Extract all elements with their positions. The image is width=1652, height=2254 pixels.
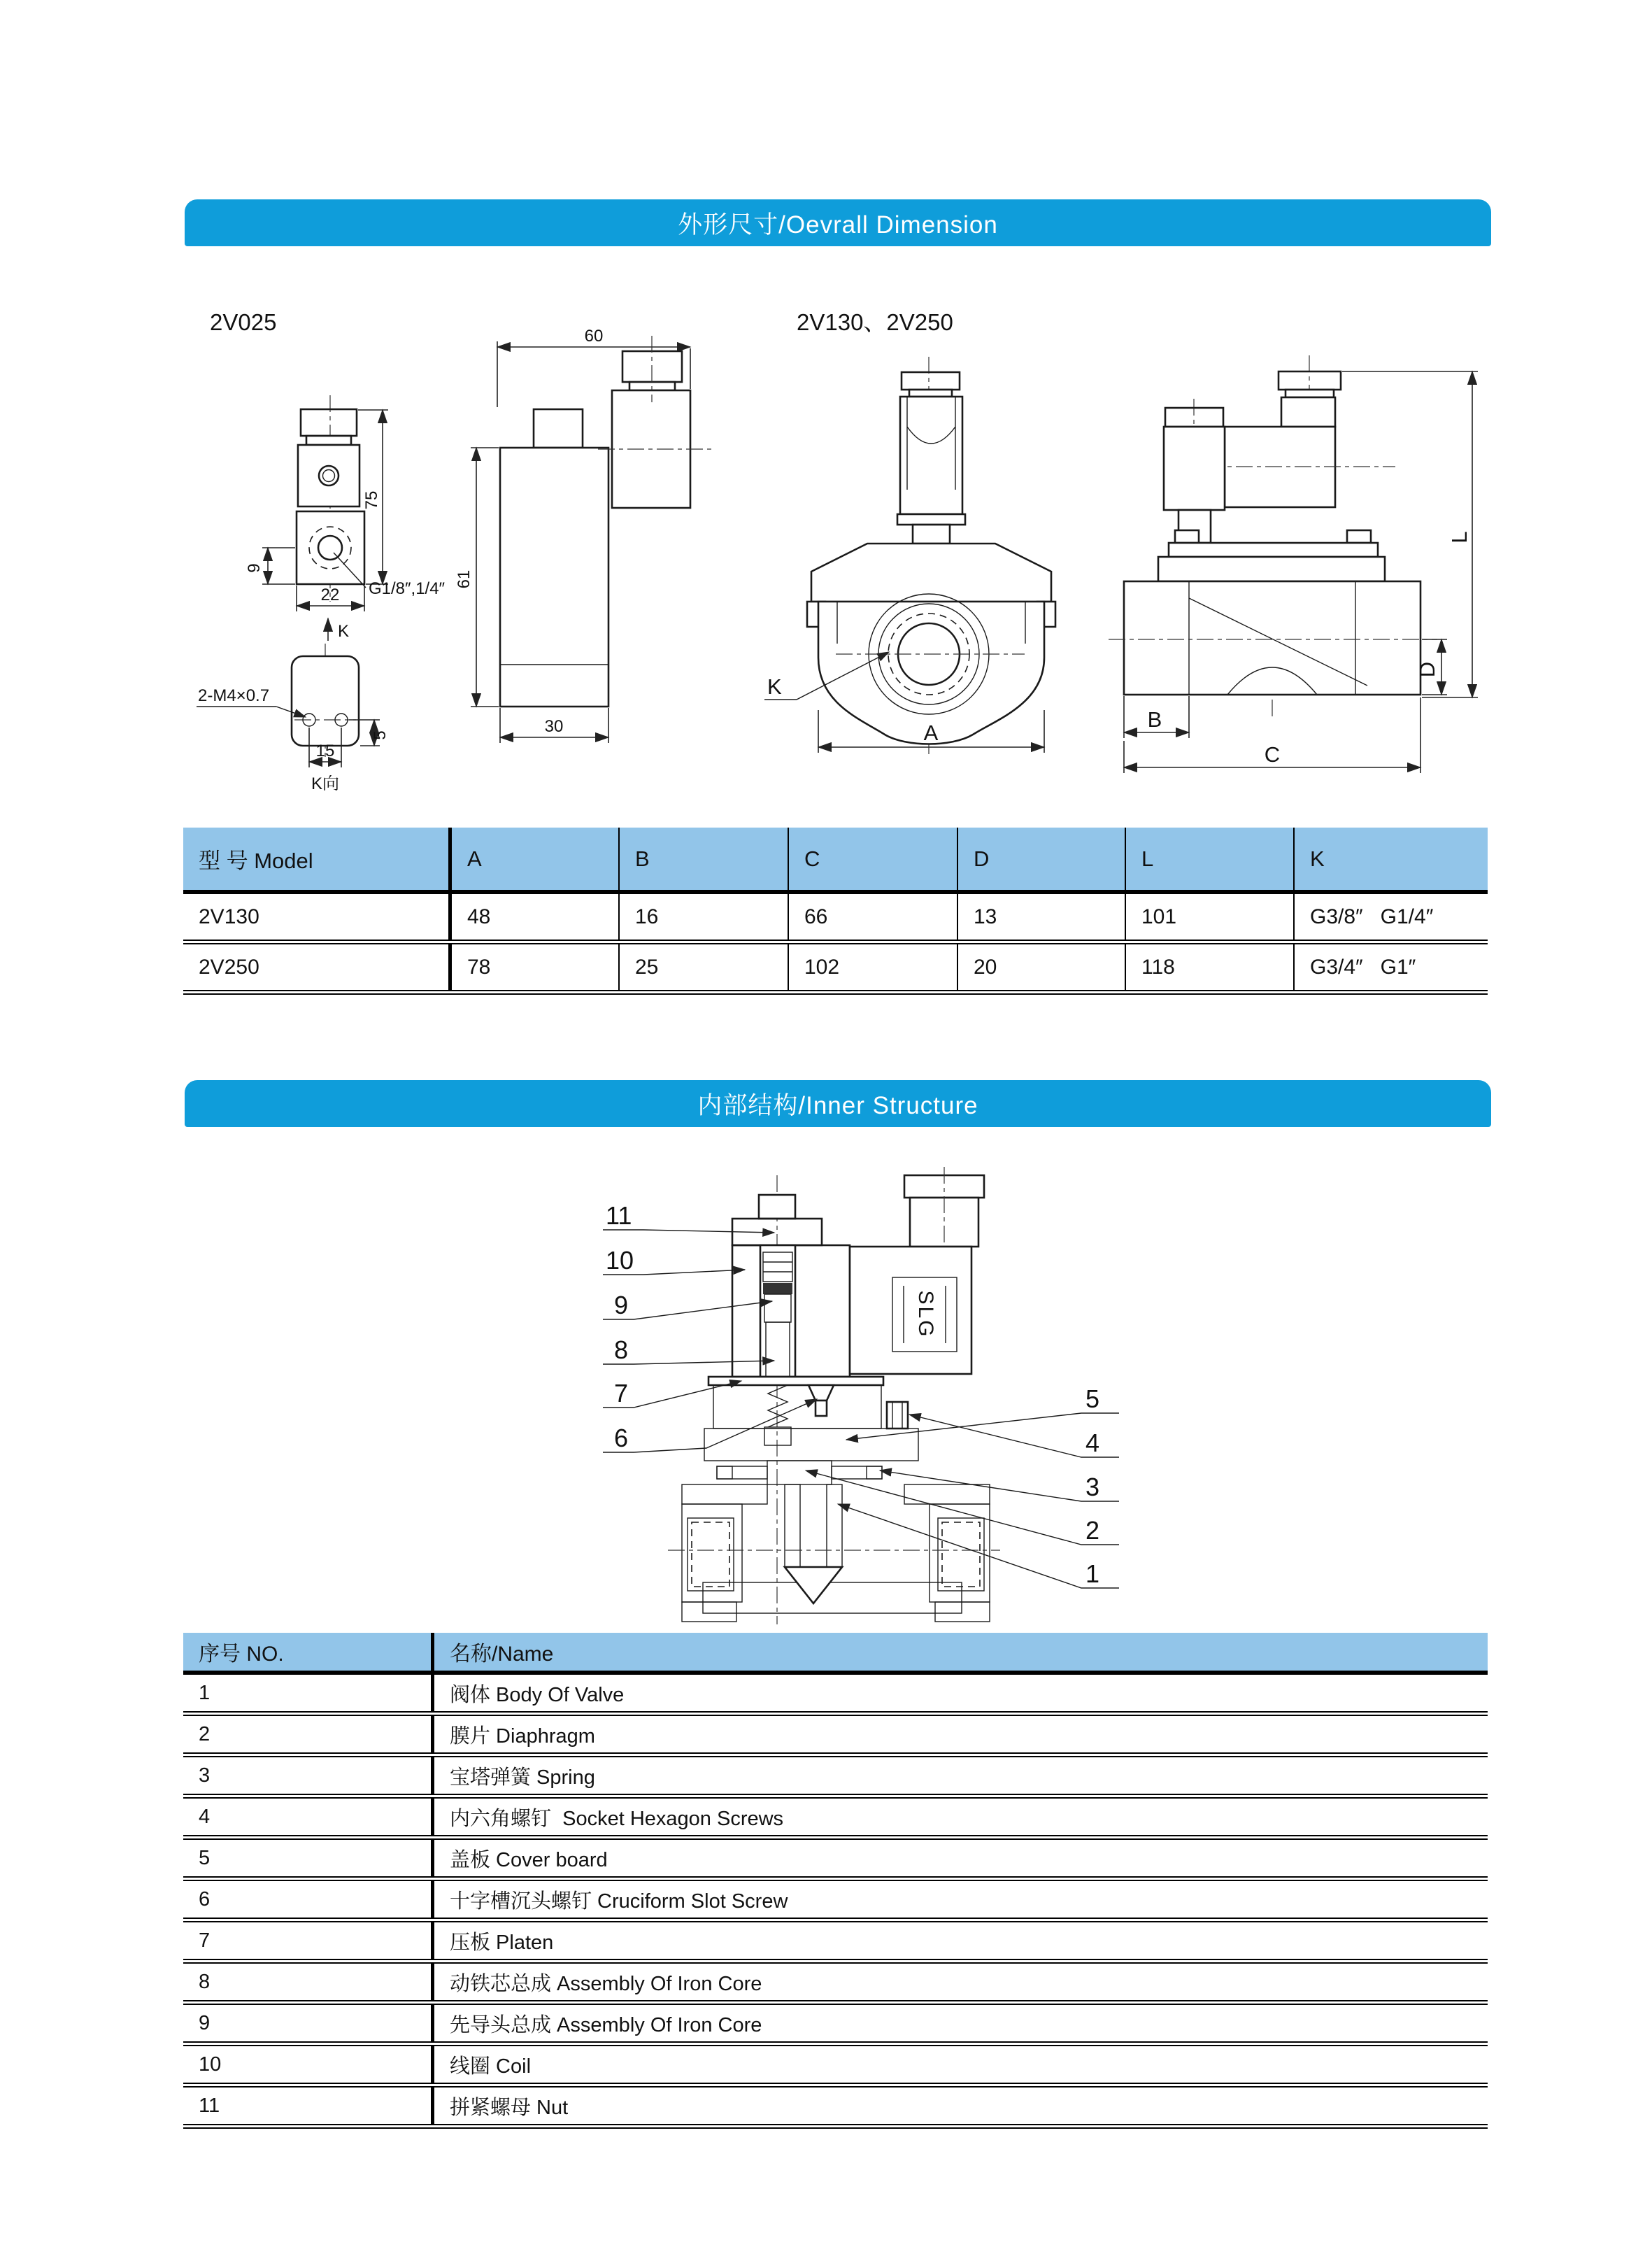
diaphragm: [717, 1461, 882, 1484]
parts-table: [183, 1633, 1488, 2129]
cell-D: 20: [958, 944, 1126, 990]
cell-name: 拼紧螺母 Nut: [450, 2096, 569, 2119]
cell-name: 内六角螺钉 Socket Hexagon Screws: [450, 1807, 784, 1830]
table-row: [183, 1922, 1488, 1964]
overall-dimension-drawing: [178, 252, 1507, 811]
v130-side-view: [1109, 355, 1478, 773]
cell-C: 102: [789, 944, 958, 990]
valve-body: [668, 1484, 1000, 1622]
svg-text:2-M4×0.7: 2-M4×0.7: [198, 686, 270, 705]
cell-model: 2V250: [183, 944, 452, 990]
table-row: [183, 1716, 1488, 1757]
table-row: [183, 2088, 1488, 2129]
svg-text:L: L: [1447, 531, 1472, 544]
brand-label: SLG: [914, 1290, 938, 1339]
svg-text:K: K: [338, 622, 350, 641]
k-direction-arrow: [328, 618, 349, 641]
cell-K: G3/4″ G1″: [1310, 955, 1416, 979]
cell-B: 25: [620, 944, 789, 990]
callout-9: [603, 1291, 772, 1319]
svg-text:15: 15: [315, 742, 335, 760]
svg-text:61: 61: [455, 569, 473, 589]
drawing-label-2v025: 2V025: [210, 309, 277, 335]
section-header-inner-structure: [185, 1080, 1491, 1127]
cell-name: 压板 Platen: [450, 1931, 554, 1954]
cell-model: 2V130: [183, 894, 452, 940]
cell-no: 5: [183, 1840, 434, 1876]
header-B: B: [620, 828, 789, 890]
svg-text:10: 10: [606, 1246, 634, 1275]
svg-text:B: B: [1147, 707, 1162, 732]
cell-no: 11: [183, 2088, 434, 2124]
header-no: 序号 NO.: [183, 1633, 434, 1671]
header-D: D: [958, 828, 1126, 890]
cell-A: 78: [452, 944, 620, 990]
cell-no: 7: [183, 1922, 434, 1959]
header-C: C: [789, 828, 958, 890]
table-row: [183, 1881, 1488, 1922]
cell-name: 十字槽沉头螺钉 Cruciform Slot Screw: [450, 1890, 788, 1913]
svg-text:30: 30: [544, 717, 564, 736]
callout-2: [806, 1470, 1119, 1545]
cell-name: 膜片 Diaphragm: [450, 1724, 595, 1748]
table-row: [183, 2005, 1488, 2046]
coil-connector: [850, 1167, 984, 1374]
cell-K: G3/8″ G1/4″: [1310, 905, 1434, 928]
cell-no: 9: [183, 2005, 434, 2041]
svg-text:11: 11: [606, 1201, 632, 1230]
svg-text:8: 8: [614, 1335, 629, 1364]
cell-name: 盖板 Cover board: [450, 1848, 608, 1871]
inner-structure-drawing: [601, 1154, 1133, 1644]
table-row: [183, 1799, 1488, 1840]
svg-text:1: 1: [1085, 1559, 1100, 1588]
cell-no: 4: [183, 1799, 434, 1835]
dimension-table-header: [183, 828, 1488, 894]
cell-A: 48: [452, 894, 620, 940]
cell-no: 2: [183, 1716, 434, 1752]
cell-D: 13: [958, 894, 1126, 940]
section-header-overall-dimension: [185, 199, 1491, 246]
cell-no: 10: [183, 2046, 434, 2083]
cover-assembly: [704, 1377, 918, 1461]
dim-30: [500, 708, 608, 743]
v130-front-view: [764, 357, 1055, 754]
callout-8: [603, 1335, 774, 1364]
table-row: [183, 1675, 1488, 1716]
k-view-label: K向: [311, 774, 340, 793]
v025-front-view: [245, 395, 446, 641]
cell-no: 6: [183, 1881, 434, 1918]
cell-name: 动铁芯总成 Assembly Of Iron Core: [450, 1972, 762, 1995]
table-row: [183, 944, 1488, 995]
svg-text:7: 7: [614, 1379, 629, 1408]
dimension-table: [183, 828, 1488, 995]
svg-text:2: 2: [1085, 1516, 1100, 1545]
header-L: L: [1126, 828, 1295, 890]
svg-text:G1/8″,1/4″: G1/8″,1/4″: [369, 579, 446, 598]
cell-name: 先导头总成 Assembly Of Iron Core: [450, 2013, 762, 2036]
svg-text:A: A: [923, 721, 939, 745]
dim-22: [297, 586, 364, 611]
cell-L: 101: [1126, 894, 1295, 940]
svg-text:9: 9: [245, 563, 264, 573]
cell-C: 66: [789, 894, 958, 940]
v025-side-view: [455, 327, 713, 743]
svg-text:60: 60: [584, 327, 604, 346]
cell-name: 阀体 Body Of Valve: [450, 1683, 625, 1706]
svg-text:K: K: [767, 674, 782, 699]
svg-text:22: 22: [320, 586, 340, 604]
svg-text:D: D: [1415, 661, 1439, 678]
section-title-overall: 外形尺寸/Oevrall Dimension: [678, 211, 998, 239]
cell-B: 16: [620, 894, 789, 940]
header-name: 名称/Name: [450, 1643, 554, 1666]
drawing-label-2v130-2v250: 2V130、2V250: [797, 309, 953, 335]
cell-no: 1: [183, 1675, 434, 1711]
cell-name: 线圈 Coil: [450, 2055, 532, 2078]
dim-9: [245, 548, 295, 584]
header-A: A: [452, 828, 620, 890]
header-K: K: [1310, 846, 1325, 871]
callout-3: [880, 1470, 1119, 1501]
svg-text:3: 3: [1085, 1473, 1100, 1501]
table-row: [183, 1964, 1488, 2005]
v025-k-view: [197, 644, 390, 793]
callout-11: [603, 1201, 774, 1233]
svg-text:75: 75: [362, 490, 381, 510]
callout-10: [603, 1246, 745, 1275]
dim-61: [455, 448, 499, 707]
section-title-inner: 内部结构/Inner Structure: [697, 1091, 978, 1119]
table-row: [183, 2046, 1488, 2088]
table-row: [183, 1840, 1488, 1881]
table-row: [183, 894, 1488, 944]
svg-text:9: 9: [614, 1291, 629, 1319]
header-model: 型 号 Model: [183, 828, 452, 890]
svg-text:5: 5: [1085, 1384, 1100, 1413]
table-row: [183, 1757, 1488, 1799]
parts-table-header: [183, 1633, 1488, 1675]
dim-B: [1124, 696, 1189, 738]
cell-name: 宝塔弹簧 Spring: [450, 1766, 595, 1789]
svg-text:6: 6: [614, 1424, 629, 1452]
cell-no: 8: [183, 1964, 434, 2000]
cell-no: 3: [183, 1757, 434, 1794]
svg-text:4: 4: [1085, 1429, 1100, 1457]
svg-text:C: C: [1264, 742, 1281, 767]
svg-text:5: 5: [371, 730, 390, 740]
cell-L: 118: [1126, 944, 1295, 990]
m4-holes-label: [197, 686, 306, 717]
